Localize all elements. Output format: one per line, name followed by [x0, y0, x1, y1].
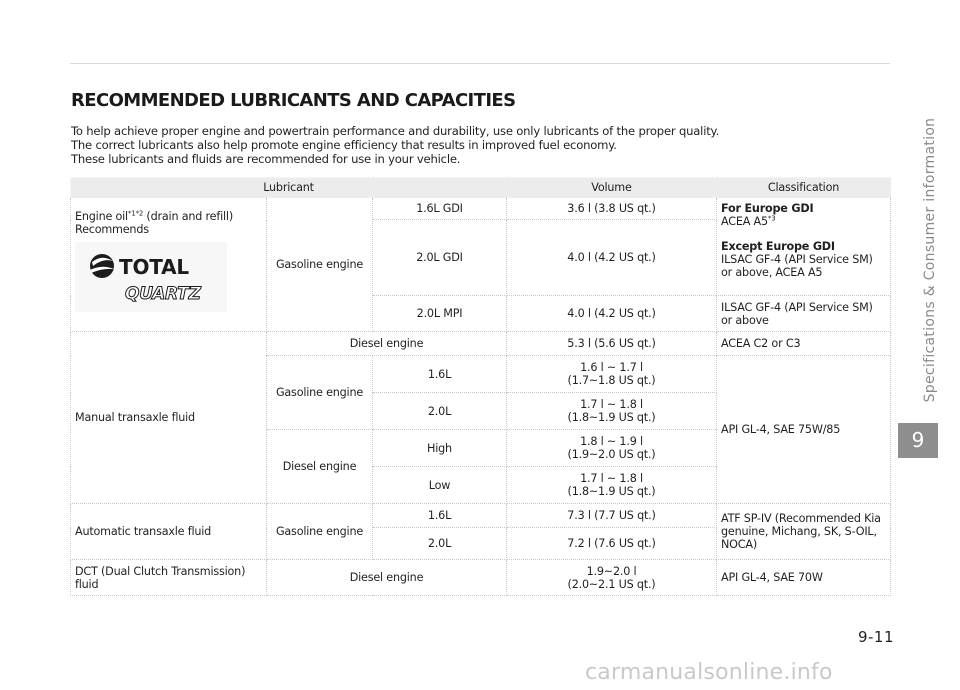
volume-cell [507, 430, 717, 467]
chapter-tab: 9 [898, 423, 938, 458]
volume-range: 1.9~2.0 l [586, 564, 637, 578]
header-volume: Volume [507, 178, 717, 198]
volume-range-us: (1.8~1.9 US qt.) [567, 411, 656, 424]
engine-oil-label-suffix: (drain and refill) [143, 210, 233, 223]
automatic-transaxle-label: Automatic transaxle fluid [71, 504, 267, 560]
dct-classification: API GL-4, SAE 70W [717, 560, 891, 596]
volume-range: 1.7 l ~ 1.8 l [580, 472, 643, 485]
engine-oil-footnote: *1*2 [127, 209, 144, 218]
volume-range-us: (1.9~2.0 US qt.) [567, 448, 656, 461]
automatic-type: Gasoline engine [267, 504, 373, 560]
engine-cell: High [373, 430, 507, 467]
total-quartz-logo [75, 242, 227, 312]
watermark: carmanualsonline.info [585, 660, 833, 685]
volume-cell: 4.0 l (4.2 US qt.) [507, 220, 717, 296]
classification-cell: ILSAC GF-4 (API Service SM) or above [717, 296, 891, 332]
side-label-text: Specifications & Consumer information [922, 117, 938, 403]
engine-cell: 1.6L [373, 356, 507, 393]
engine-oil-recommends: Recommends [75, 223, 149, 236]
engine-oil-label: Engine oil [75, 210, 128, 223]
intro-line: The correct lubricants also help promote engine efficiency that results in improved fuel economy. [71, 138, 617, 152]
header-lubricant: Lubricant [71, 178, 507, 198]
volume-cell: 7.3 l (7.7 US qt.) [507, 504, 717, 528]
logo-product-text: QUARTZ [125, 284, 201, 304]
volume-cell [507, 560, 717, 596]
volume-cell [507, 356, 717, 393]
engine-cell: 2.0L [373, 528, 507, 560]
page-number: 9-11 [857, 628, 894, 646]
for-europe-gdi-heading: For Europe GDI [721, 202, 814, 215]
classification-cell: ACEA C2 or C3 [717, 332, 891, 356]
total-logo-icon [90, 254, 114, 278]
engine-cell: 2.0L GDI [373, 220, 507, 296]
volume-range: 1.7 l ~ 1.8 l [580, 398, 643, 411]
volume-range-us: (1.7~1.8 US qt.) [567, 374, 656, 387]
except-europe-gdi-heading: Except Europe GDI [721, 240, 835, 253]
volume-range-us: (1.8~1.9 US qt.) [567, 485, 656, 498]
intro-line: To help achieve proper engine and powertrain performance and durability, use only lubricants of the proper quality. [71, 124, 720, 138]
engine-oil-type: Gasoline engine [267, 198, 373, 332]
volume-cell [507, 393, 717, 430]
manual-diesel-type: Diesel engine [267, 430, 373, 504]
section-side-label [921, 100, 939, 420]
volume-cell [507, 467, 717, 504]
gdi-classification-cell [717, 198, 891, 296]
dct-type: Diesel engine [267, 560, 507, 596]
intro-line: These lubricants and fluids are recommended for use in your vehicle. [71, 152, 461, 166]
top-divider [70, 63, 890, 64]
acea-footnote: *3 [767, 214, 776, 223]
engine-cell: Low [373, 467, 507, 504]
volume-range-us: (2.0~2.1 US qt.) [567, 577, 656, 591]
table-header-row [71, 178, 891, 198]
engine-cell: 1.6L GDI [373, 198, 507, 220]
volume-cell: 5.3 l (5.6 US qt.) [507, 332, 717, 356]
table-row [71, 198, 891, 220]
volume-cell: 7.2 l (7.6 US qt.) [507, 528, 717, 560]
dct-label: DCT (Dual Clutch Transmission) fluid [71, 560, 267, 596]
intro-paragraph [71, 124, 891, 166]
engine-cell: 2.0L MPI [373, 296, 507, 332]
engine-cell: 2.0L [373, 393, 507, 430]
page-title: RECOMMENDED LUBRICANTS AND CAPACITIES [71, 90, 516, 111]
table-row [71, 504, 891, 528]
lubricants-table [70, 177, 891, 596]
manual-transaxle-label: Manual transaxle fluid [71, 332, 267, 504]
manual-classification: API GL-4, SAE 75W/85 [717, 356, 891, 504]
manual-gasoline-type: Gasoline engine [267, 356, 373, 430]
header-classification: Classification [717, 178, 891, 198]
engine-oil-cell [71, 198, 267, 332]
table-row [71, 560, 891, 596]
acea-a5-text: ACEA A5 [721, 215, 768, 228]
engine-cell: 1.6L [373, 504, 507, 528]
volume-cell: 3.6 l (3.8 US qt.) [507, 198, 717, 220]
volume-cell: 4.0 l (4.2 US qt.) [507, 296, 717, 332]
logo-brand-text: TOTAL [119, 255, 189, 279]
except-europe-gdi-text: ILSAC GF-4 (API Service SM) or above, ACEA A5 [721, 253, 873, 279]
automatic-classification: ATF SP-IV (Recommended Kia genuine, Michang, SK, S-OIL, NOCA) [717, 504, 891, 560]
engine-cell: Diesel engine [267, 332, 507, 356]
volume-range: 1.6 l ~ 1.7 l [580, 361, 643, 374]
table-row [71, 332, 891, 356]
volume-range: 1.8 l ~ 1.9 l [580, 435, 643, 448]
